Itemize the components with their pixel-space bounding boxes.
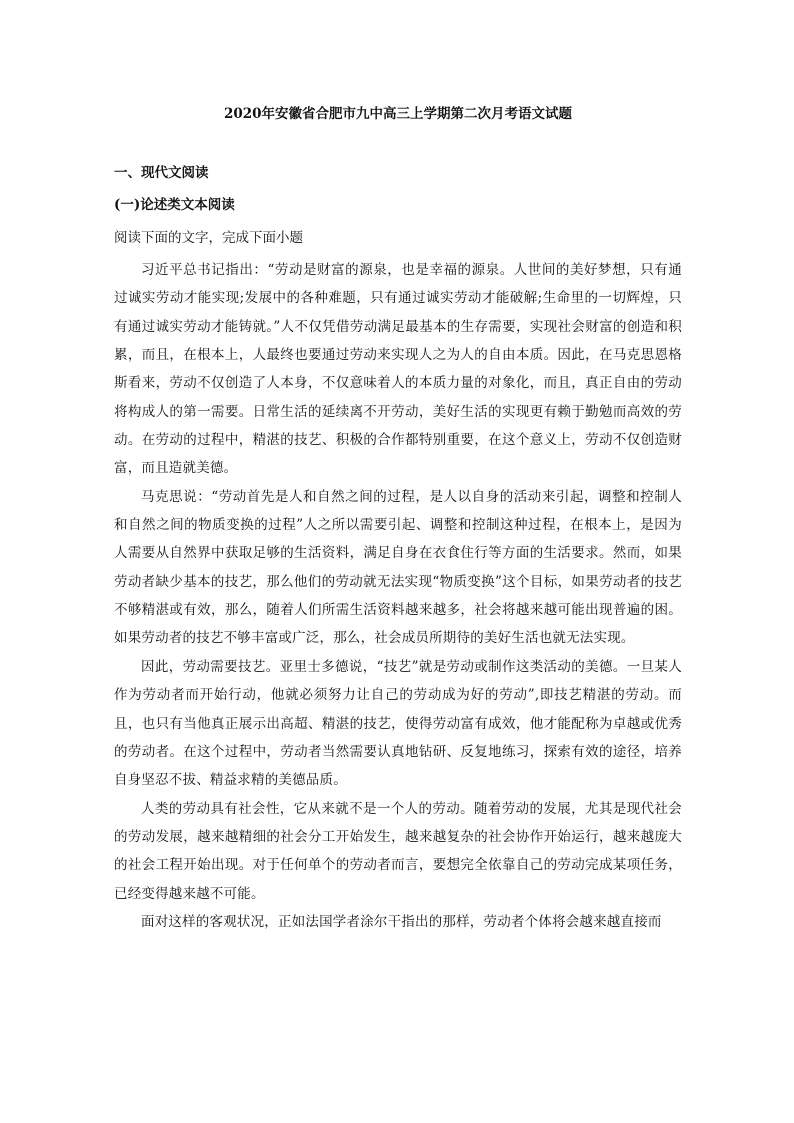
paragraph-2: 马克思说：“劳动首先是人和自然之间的过程，是人以自身的活动来引起，调整和控制人和自然之间的物质变换的过程”人之所以需要引起、调整和控制这种过程，在根本上，是因为人需要从自然界中获取足够的生活资料，满足自身在衣食住行等方面的生活要求。然而，如果劳动者缺少基本的技艺，那么他们的劳动就无法实现“物质变换”这个目标，如果劳动者的技艺不够精湛或有效，那么，随着人们所需生活资料越来越多，社会将越来越可能出现普遍的困。如果劳动者的技艺不够丰富或广泛，那么，社会成员所期待的美好生活也就无法实现。 [114,488,682,647]
paragraph-3: 因此，劳动需要技艺。亚里士多德说，“技艺”就是劳动或制作这类活动的美德。一旦某人作为劳动者而开始行动，他就必须努力让自己的劳动成为好的劳动”,即技艺精湛的劳动。而且，也只有当他真正展示出高超、精湛的技艺，使得劳动富有成效，他才能配称为卓越或优秀的劳动者。在这个过程中，劳动者当然需要认真地钻研、反复地练习，探索有效的途径，培养自身坚忍不拔、精益求精的美德品质。 [114,658,682,789]
subsection-heading: (一)论述类文本阅读 [114,197,235,213]
paragraph-4: 人类的劳动具有社会性，它从来就不是一个人的劳动。随着劳动的发展，尤其是现代社会的劳动发展，越来越精细的社会分工开始发生，越来越复杂的社会协作开始运行，越来越庞大的社会工程开始出现。对于任何单个的劳动者而言，要想完全依靠自己的劳动完成某项任务，已经变得越来越不可能。 [114,800,682,902]
paragraph-5: 面对这样的客观状况，正如法国学者涂尔干指出的那样，劳动者个体将会越来越直接而 [141,913,662,930]
document-title: 2020年安徽省合肥市九中高三上学期第二次月考语文试题 [223,106,573,122]
reading-instruction: 阅读下面的文字，完成下面小题 [114,230,303,246]
paragraph-1: 习近平总书记指出：“劳动是财富的源泉，也是幸福的源泉。人世间的美好梦想，只有通过诚实劳动才能实现;发展中的各种难题，只有通过诚实劳动才能破解;生命里的一切辉煌，只有通过诚实劳动才能铸就。”人不仅凭借劳动满足最基本的生存需要，实现社会财富的创造和积累，而且，在根本上，人最终也要通过劳动来实现人之为人的自由本质。因此，在马克思恩格斯看来，劳动不仅创造了人本身，不仅意味着人的本质力量的对象化，而且，真正自由的劳动将构成人的第一需要。日常生活的延续离不开劳动，美好生活的实现更有赖于勤勉而高效的劳动。在劳动的过程中，精湛的技艺、积极的合作都特别重要，在这个意义上，劳动不仅创造财富，而且造就美德。 [114,262,682,477]
passage-body [114,256,682,936]
section-heading: 一、现代文阅读 [114,165,209,181]
